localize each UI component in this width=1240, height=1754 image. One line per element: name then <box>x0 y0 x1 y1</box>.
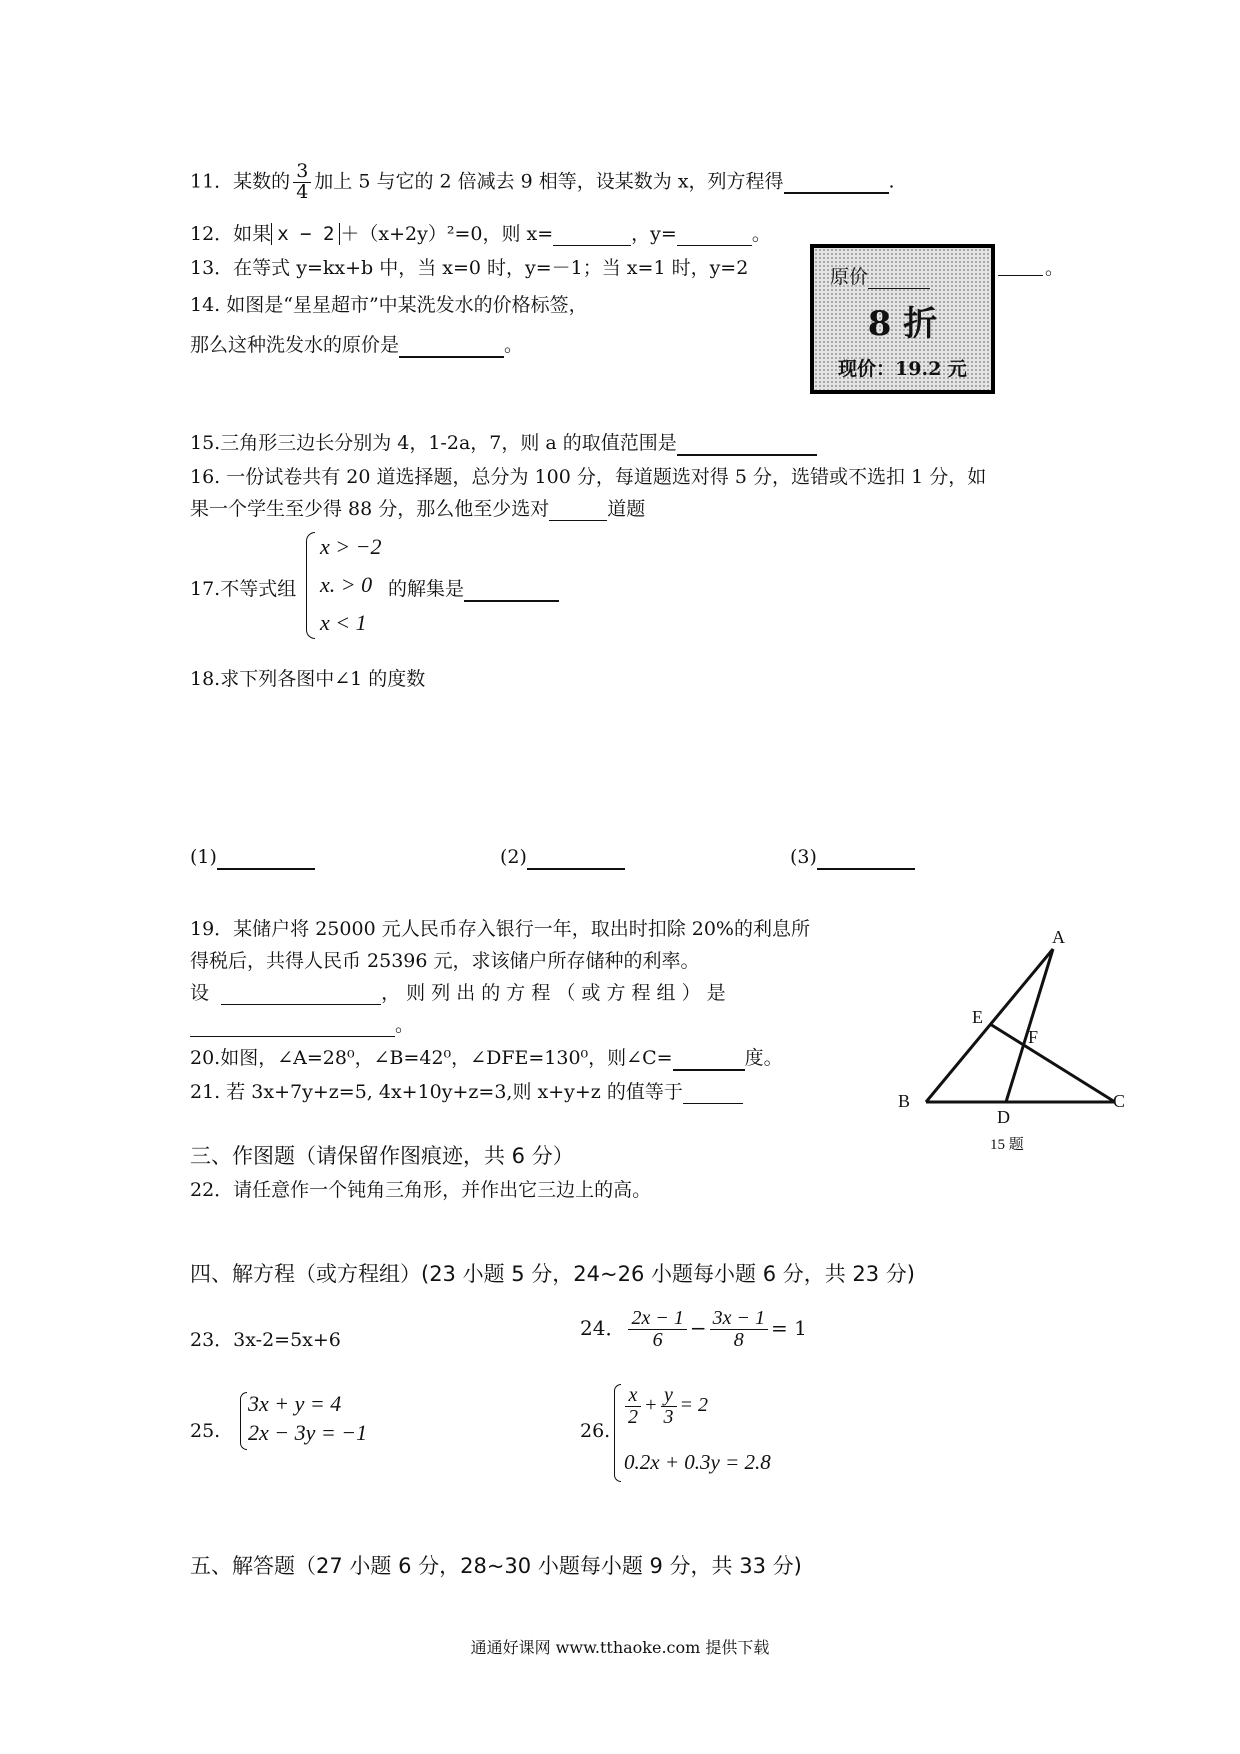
q16-line1: 16. 一份试卷共有 20 道选择题，总分为 100 分，每道题选对得 5 分，选错或不选扣 1 分，如 <box>190 466 987 488</box>
current-price: 现价：19.2 元 <box>838 358 967 380</box>
q19-equation-blank[interactable] <box>190 1014 395 1037</box>
q11-prefix: 11．某数的 <box>190 170 291 193</box>
question-22: 22．请任意作一个钝角三角形，并作出它三边上的高。 <box>190 1179 652 1201</box>
q24-number: 24． <box>580 1316 626 1340</box>
q19-line2: 得税后，共得人民币 25396 元，求该储户所存储种的利率。 <box>190 950 700 972</box>
q15-answer-blank[interactable] <box>677 432 817 456</box>
original-price-blank <box>868 266 930 289</box>
q12-text: ＋（x+2y）²=0，则 x= <box>340 223 554 245</box>
price-tag-original <box>830 262 930 289</box>
q17-condition-3: x < 1 <box>320 610 367 635</box>
q19-set-blank[interactable] <box>221 982 381 1005</box>
q26-frac-x-den: 2 <box>628 1406 638 1428</box>
q26-equation-2: 0.2x + 0.3y = 2.8 <box>624 1450 771 1474</box>
triangle-lines <box>926 949 1115 1102</box>
q26-frac-x <box>625 1385 641 1428</box>
q11-frac-den: 4 <box>296 180 309 203</box>
q21-answer-blank[interactable] <box>683 1081 743 1104</box>
q18-part-3-blank[interactable] <box>817 846 915 870</box>
label-e: E <box>972 1007 983 1027</box>
q15-text: 15.三角形三边长分别为 4，1-2a，7，则 a 的取值范围是 <box>190 432 677 454</box>
q14-line1: 14. 如图是“星星超市”中某洗发水的价格标签， <box>190 294 588 316</box>
q14-end: 。 <box>504 334 524 356</box>
q17-condition-2: x. > 0 <box>320 572 373 597</box>
question-21 <box>190 1077 743 1104</box>
q24-rhs: = 1 <box>770 1316 807 1340</box>
q18-part-3-label: (3) <box>790 846 817 868</box>
q18-part-1 <box>190 846 315 870</box>
q18-part-1-label: (1) <box>190 846 217 868</box>
section-3-title: 三、作图题（请保留作图痕迹，共 6 分） <box>190 1144 574 1168</box>
q17-condition-1: x > −2 <box>320 534 382 559</box>
footer[interactable]: 通通好课网 www.tthaoke.com 提供下载 <box>470 1638 770 1657</box>
q13-end: 。 <box>1045 257 1065 279</box>
q24-f2-num: 3x − 1 <box>710 1308 768 1330</box>
question-11 <box>190 162 895 203</box>
q19-set-label: 设 <box>190 982 210 1004</box>
q17-suffix <box>388 574 559 602</box>
question-13 <box>190 253 748 280</box>
q12-y-blank[interactable] <box>677 223 752 246</box>
section-5-title: 五、解答题（27 小题 6 分，28~30 小题每小题 9 分，共 33 分) <box>190 1554 802 1578</box>
q19-end: 。 <box>395 1014 415 1036</box>
q24-f1-num: 2x − 1 <box>628 1308 686 1330</box>
q11-answer-blank[interactable] <box>784 170 889 194</box>
q19-line3 <box>190 978 726 1005</box>
q24-f2-den: 8 <box>733 1329 744 1351</box>
q26-equation-1 <box>622 1385 708 1428</box>
label-c: C <box>1113 1091 1126 1111</box>
q24-fraction-1 <box>628 1308 686 1351</box>
q26-number: 26. <box>580 1420 611 1442</box>
q25-number: 25. <box>190 1420 221 1442</box>
discount-label: 8 折 <box>867 304 938 344</box>
q19-line4 <box>190 1010 414 1037</box>
q18-part-2 <box>500 846 625 870</box>
q26-frac-x-num: x <box>625 1385 641 1407</box>
q12-end: 。 <box>751 223 771 245</box>
q11-text: 加上 5 与它的 2 倍减去 9 相等，设某数为 x，列方程得 <box>314 170 784 193</box>
q14-line2 <box>190 330 523 358</box>
q21-text: 21. 若 3x+7y+z=5, 4x+10y+z=3,则 x+y+z 的值等于 <box>190 1081 683 1103</box>
question-20 <box>190 1043 783 1071</box>
question-24 <box>580 1308 807 1351</box>
q18-part-2-label: (2) <box>500 846 527 868</box>
q26-frac-y <box>661 1385 677 1428</box>
q18-part-1-blank[interactable] <box>217 846 315 870</box>
q17-answer-blank[interactable] <box>464 578 559 602</box>
q16-line2 <box>190 494 645 521</box>
question-23: 23．3x-2=5x+6 <box>190 1329 341 1351</box>
q24-minus: − <box>689 1316 707 1340</box>
q11-fraction <box>293 162 311 203</box>
q17-text: 的解集是 <box>388 578 465 600</box>
segment-ad <box>1006 949 1053 1102</box>
question-12 <box>190 219 771 246</box>
q25-brace <box>240 1392 247 1450</box>
q19-equation-label: ， 则 列 出 的 方 程 （ 或 方 程 组 ） 是 <box>381 982 726 1004</box>
q16-answer-blank[interactable] <box>549 498 607 521</box>
q26-plus: + <box>644 1394 658 1417</box>
q11-end: . <box>888 170 895 193</box>
q12-y-label: ，y= <box>631 223 677 245</box>
q13-answer-blank[interactable] <box>998 253 1043 276</box>
q12-abs <box>271 223 340 245</box>
q24-f1-den: 6 <box>652 1329 663 1351</box>
q12-prefix: 12．如果 <box>190 223 272 245</box>
q26-brace <box>614 1384 621 1482</box>
q17-prefix: 17.不等式组 <box>190 578 297 600</box>
label-b: B <box>898 1091 911 1111</box>
original-price-label: 原价 <box>830 266 869 288</box>
q24-fraction-2 <box>710 1308 768 1351</box>
question-15 <box>190 428 817 456</box>
triangle-figure <box>880 925 1140 1165</box>
q19-line1: 19．某储户将 25000 元人民币存入银行一年，取出时扣除 20%的利息所 <box>190 918 810 940</box>
q20-post: 度。 <box>744 1047 783 1069</box>
q17-brace <box>306 532 315 639</box>
q14-text: 那么这种洗发水的原价是 <box>190 334 400 356</box>
q25-equation-2: 2x − 3y = −1 <box>248 1420 368 1445</box>
price-tag <box>810 244 995 394</box>
q16-text: 果一个学生至少得 88 分，那么他至少选对 <box>190 498 550 520</box>
label-a: A <box>1052 927 1065 947</box>
q25-equation-1: 3x + y = 4 <box>248 1391 342 1416</box>
q26-eq1-rhs: = 2 <box>679 1394 708 1417</box>
q18-text: 18.求下列各图中∠1 的度数 <box>190 668 426 690</box>
section-4-title: 四、解方程（或方程组）(23 小题 5 分，24~26 小题每小题 6 分，共 23 分) <box>190 1262 915 1286</box>
figure-caption: 15 题 <box>990 1137 1024 1153</box>
q26-frac-y-den: 3 <box>663 1406 674 1428</box>
q11-frac-num: 3 <box>293 162 311 183</box>
q18-part-2-blank[interactable] <box>527 846 625 870</box>
label-d: D <box>997 1107 1010 1127</box>
q12-abs-content: x − 2 <box>277 223 335 245</box>
q13-text: 13．在等式 y=kx+b 中，当 x=0 时，y=－1；当 x=1 时，y=2 <box>190 257 749 279</box>
q20-answer-blank[interactable] <box>673 1047 745 1071</box>
q26-frac-y-num: y <box>661 1385 677 1407</box>
q20-text: 20.如图，∠A=28⁰，∠B=42⁰，∠DFE=130⁰，则∠C= <box>190 1047 673 1069</box>
label-f: F <box>1028 1027 1039 1047</box>
q14-answer-blank[interactable] <box>399 334 504 358</box>
q16-post: 道题 <box>607 498 646 520</box>
q12-x-blank[interactable] <box>553 223 631 246</box>
side-ab <box>926 949 1053 1102</box>
q18-part-3 <box>790 846 915 870</box>
